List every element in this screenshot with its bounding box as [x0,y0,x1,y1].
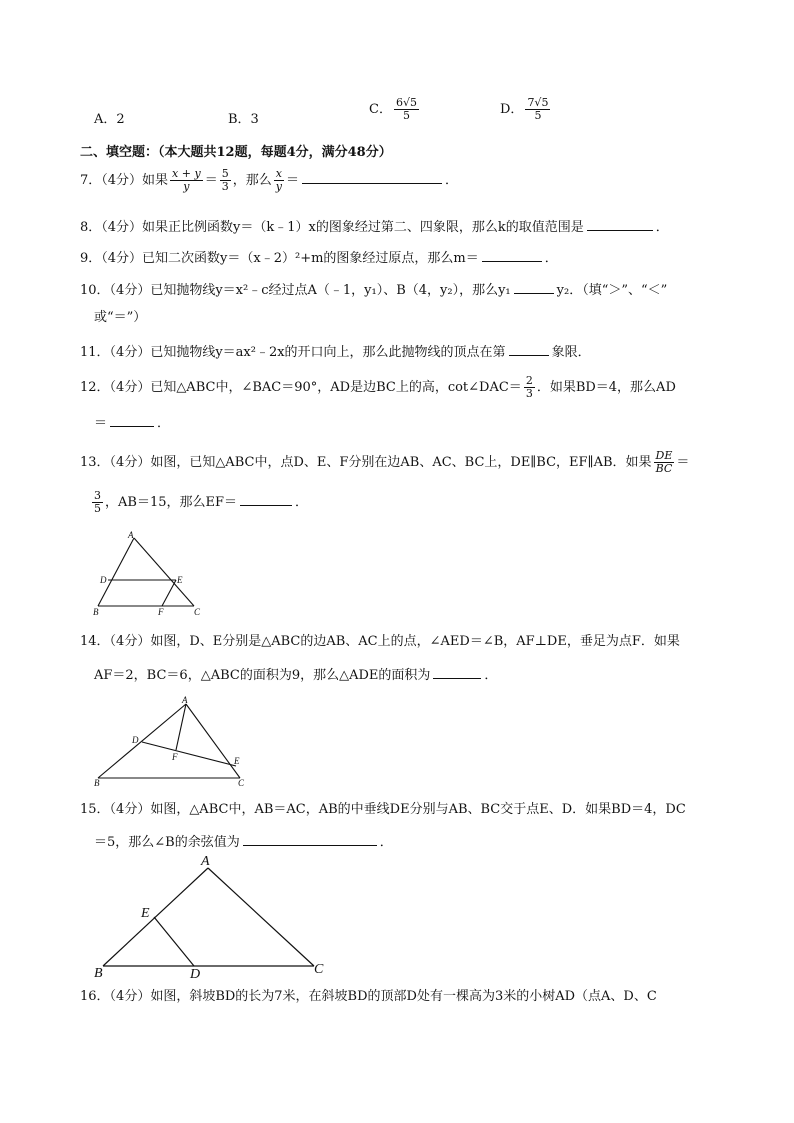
q7-frac3-num: x [275,167,282,180]
option-b: B．3 [228,112,259,127]
question-13 [80,450,689,475]
q15-line2-text: ＝5，那么∠B的余弦值为 [94,835,240,850]
q13-line2-text: ，AB＝15，那么EF＝ [105,495,237,510]
fig15-side-ac [208,868,314,966]
option-d-numerator: 7√5 [527,96,549,109]
section-header: 二、填空题：（本大题共12题，每题4分，满分48分） [80,145,392,160]
q9-answer-blank[interactable] [482,247,542,262]
fig13-label-c: C [194,607,201,617]
question-10 [80,279,667,300]
q15-line2 [94,831,393,852]
q12-line2-text: ＝ [94,416,108,431]
question-15: 15．（4分）如图，△ABC中，AB＝AC，AB的中垂线DE分别与AB、BC交于点E、D．如果BD＝4，DC [80,802,686,817]
q9-text: 9．（4分）已知二次函数y＝（x﹣2）²+m的图象经过原点，那么m＝ [80,251,479,266]
option-c-numerator: 6√5 [395,96,417,109]
fig13-label-a: A [128,530,134,540]
q7-end: ． [444,173,458,188]
fig13-side-ac [134,538,194,606]
q10-answer-blank[interactable] [514,279,554,294]
fig14-label-b: B [94,778,100,788]
question-14: 14．（4分）如图，D、E分别是△ABC的边AB、AC上的点，∠AED＝∠B，AF⊥DE，垂足为点F．如果 [80,634,680,649]
fig13-label-f: F [158,607,164,617]
fig13-label-d: D [100,575,107,585]
q7-frac1-den: y [183,180,190,193]
option-c-denominator: 5 [402,109,410,122]
q11-answer-blank[interactable] [509,341,549,356]
fig15-segment-de [154,917,194,966]
fig15-label-d: D [190,967,201,980]
q7-eq: ＝ [204,173,218,188]
fig15-label-e: E [141,906,150,921]
option-d [500,97,552,122]
q7-tail: ＝ [285,173,299,188]
q12-frac-den: 3 [525,387,533,400]
fig14-side-ac [186,704,240,778]
fig14-label-c: C [238,778,245,788]
q12-end: ． [157,416,171,431]
q7-answer-blank[interactable] [302,169,442,184]
question-16: 16．（4分）如图，斜坡BD的长为7米，在斜坡BD的顶部D处有一棵高为3米的小树AD（点A、D、C [80,989,657,1004]
q14-line2-text: AF＝2，BC＝6，△ABC的面积为9，那么△ADE的面积为 [94,668,431,683]
q14-answer-blank[interactable] [433,664,481,679]
option-c-label: C． [369,102,392,117]
q13-answer-blank[interactable] [240,491,292,506]
fig15-label-b: B [94,966,103,980]
q10-mid: y₂．（填“＞”、“＜” [556,283,668,298]
q14-line2 [94,664,497,685]
q7-mid: ，那么 [232,173,272,188]
q11-text: 11．（4分）已知抛物线y＝ax²﹣2x的开口向上，那么此抛物线的顶点在第 [80,345,506,360]
option-d-label: D． [500,102,524,117]
fig15-label-a: A [201,854,210,869]
fig13-segment-ef [162,580,176,606]
fig14-label-d: D [132,735,139,745]
fig13-label-b: B [93,607,99,617]
q13-eq: ＝ [676,455,690,470]
figure-15 [88,850,338,980]
q13-line2 [90,490,308,515]
q10-text: 10．（4分）已知抛物线y＝x²﹣c经过点A（﹣1，y₁）、B（4，y₂），那么y₁ [80,283,511,298]
q9-end: ． [544,251,558,266]
fig13-side-ab [98,538,134,606]
q15-end: ． [379,835,393,850]
figure-14 [88,694,258,790]
q7-frac1-num: x + y [172,167,201,180]
fig13-label-e: E [177,575,183,585]
q8-answer-blank[interactable] [587,216,653,231]
question-12 [80,375,676,400]
q7-frac3-den: y [275,180,282,193]
q10-line2: 或“＝”） [94,310,147,325]
question-7 [80,168,458,193]
q14-end: ． [484,668,498,683]
q13-text: 13．（4分）如图，已知△ABC中，点D、E、F分别在边AB、AC、BC上，DE∥BC，EF∥AB．如果 [80,455,652,470]
fig15-side-ab [103,868,208,966]
q8-text: 8．（4分）如果正比例函数y＝（k﹣1）x的图象经过第二、四象限，那么k的取值范围是 [80,220,584,235]
q12-text: 12．（4分）已知△ABC中，∠BAC＝90°，AD是边BC上的高，cot∠DAC＝ [80,380,522,395]
q12-line2 [94,412,170,433]
q13-end: ． [295,495,309,510]
question-11 [80,341,591,362]
fig14-label-a: A [182,695,188,705]
figure-13 [90,528,210,620]
q13-frac-den: BC [655,462,673,475]
fig14-label-e: E [234,756,240,766]
q8-end: ． [655,220,669,235]
question-8 [80,216,669,237]
q13-frac-num: DE [655,449,673,462]
option-a: A．2 [94,112,125,127]
q13-frac2-num: 3 [94,489,101,502]
q7-prefix: 7．（4分）如果 [80,173,169,188]
q12-frac-num: 2 [525,374,533,387]
option-c [369,97,421,122]
q7-frac2-num: 5 [221,167,229,180]
q13-frac2-den: 5 [94,502,101,515]
q11-end: 象限． [551,345,591,360]
q15-answer-blank[interactable] [243,831,377,846]
q7-frac2-den: 3 [221,180,229,193]
option-d-denominator: 5 [534,109,542,122]
fig14-side-ab [98,704,186,778]
q12-mid: ．如果BD＝4，那么AD [536,380,676,395]
fig14-label-f: F [172,752,178,762]
fig15-label-c: C [314,962,324,977]
q12-answer-blank[interactable] [110,412,154,427]
question-9 [80,247,558,268]
